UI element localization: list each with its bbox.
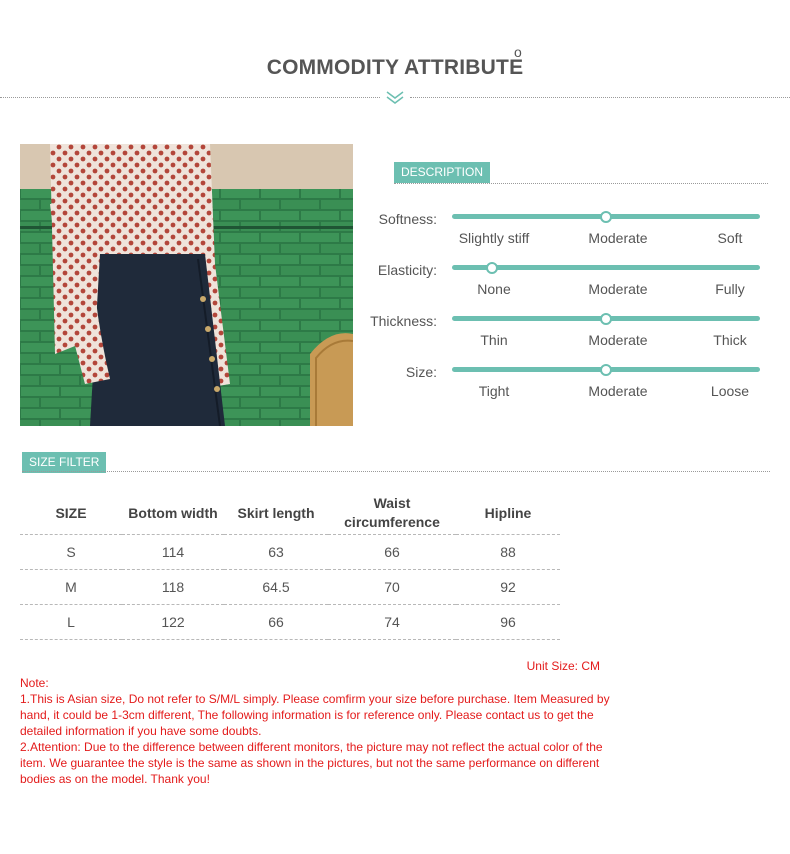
cell-bottom-width: 122 [122,605,224,640]
softness-option-middle: Moderate [588,230,648,246]
header-divider-left [0,97,380,98]
table-row [20,570,560,605]
elasticity-label: Elasticity: [377,262,437,278]
cell-waist: 66 [328,535,456,570]
degree-mark: o [514,44,522,60]
size-table-header-row [20,492,560,535]
table-row [20,535,560,570]
description-divider [394,183,768,184]
softness-option-right: Soft [717,230,743,246]
table-row [20,605,560,640]
elasticity-option-left: None [477,281,511,297]
cell-bottom-width: 118 [122,570,224,605]
size-option-left: Tight [478,383,510,399]
softness-scale-marker [600,211,612,223]
size-option-middle: Moderate [588,383,648,399]
header-waist-circumference: Waist circumference [344,495,440,530]
size-table [20,492,560,640]
cell-skirt-length: 63 [224,535,328,570]
description-tag: DESCRIPTION [394,162,490,183]
section-title: COMMODITY ATTRIBUTE [266,56,524,79]
softness-option-left: Slightly stiff [458,230,530,246]
header-skirt-length: Skirt length [237,504,315,521]
cell-hipline: 92 [456,570,560,605]
notes-block [20,675,610,787]
elasticity-scale-track [452,265,760,270]
elasticity-option-right: Fully [715,281,745,297]
thickness-scale-marker [600,313,612,325]
size-label: Size: [405,364,437,380]
cell-skirt-length: 66 [224,605,328,640]
cell-waist: 70 [328,570,456,605]
cell-size: L [20,605,122,640]
cell-bottom-width: 114 [122,535,224,570]
cell-hipline: 88 [456,535,560,570]
size-filter-tag: SIZE FILTER [22,452,106,473]
softness-label: Softness: [378,211,437,227]
size-filter-divider [22,471,770,472]
thickness-option-middle: Moderate [588,332,648,348]
notes-title: Note: [20,676,49,690]
unit-size-label: Unit Size: CM [526,659,600,673]
cell-size: S [20,535,122,570]
header-hipline: Hipline [484,504,532,521]
header-divider-right [410,97,790,98]
note-item: 2.Attention: Due to the difference between different monitors, the picture may not reflect the actual color of the item. We guarantee the style is the same as shown in the pictures, but not the same performance on different bodies as on the model. Thank you! [20,740,603,786]
thickness-option-right: Thick [713,332,747,348]
header-bottom-width: Bottom width [128,504,218,521]
header-size: SIZE [55,504,87,521]
thickness-option-left: Thin [480,332,508,348]
size-option-right: Loose [710,383,750,399]
thickness-label: Thickness: [370,313,437,329]
cell-hipline: 96 [456,605,560,640]
double-chevron-down-icon [384,88,406,106]
cell-skirt-length: 64.5 [224,570,328,605]
product-photo [20,144,353,426]
note-item: 1.This is Asian size, Do not refer to S/M/L simply. Please comfirm your size before purchase. Item Measured by hand, it could be 1-3cm different, The following information is for reference only. Please contact us to get the detailed information if you have some doubts. [20,692,610,738]
cell-size: M [20,570,122,605]
elasticity-option-middle: Moderate [588,281,648,297]
size-scale-marker [600,364,612,376]
elasticity-scale-marker [486,262,498,274]
cell-waist: 74 [328,605,456,640]
